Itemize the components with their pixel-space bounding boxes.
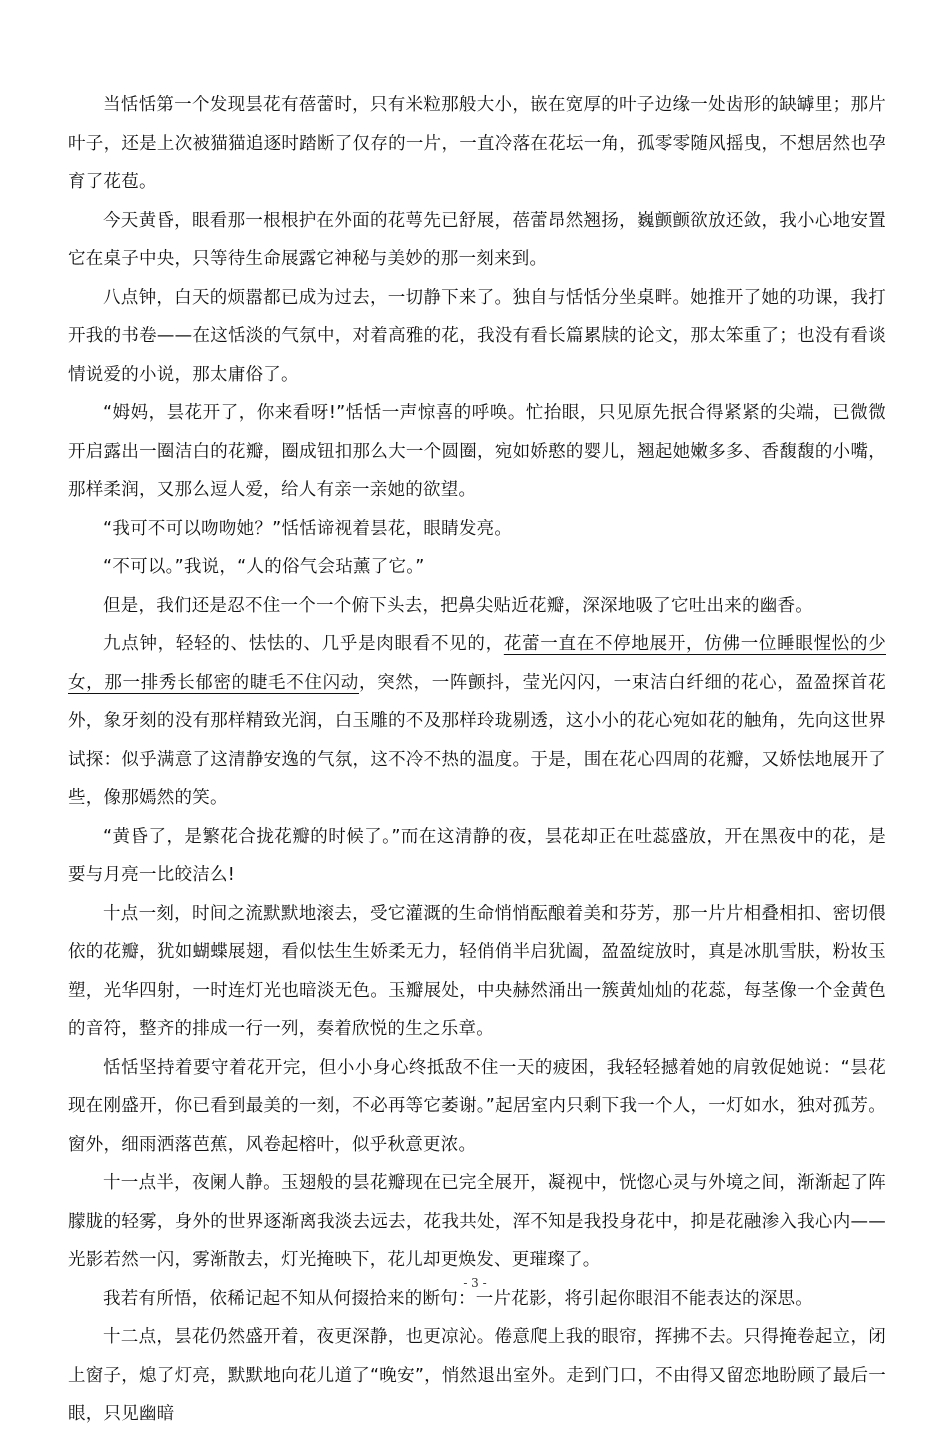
paragraph-13: 我若有所悟，依稀记起不知从何掇拾来的断句：一片花影，将引起你眼泪不能表达的深思。 — [103, 1288, 813, 1309]
paragraph-14: 十二点，昙花仍然盛开着，夜更深静，也更凉沁。倦意爬上我的眼帘，挥拂不去。只得掩卷起立，闭上窗子，熄了灯亮，默默地向花儿道了“晚安”，悄然退出室外。走到门口，不由得又留恋地盼顾了最后一眼，只见幽暗 — [68, 1327, 886, 1424]
paragraph-10: 十点一刻，时间之流默默地滚去，受它灌溉的生命悄悄酝酿着美和芬芳，那一片片相叠相扣、密切偎依的花瓣，犹如蝴蝶展翅，看似怯生生娇柔无力，轻俏俏半启犹阖，盈盈绽放时，真是冰肌雪肤，粉妆玉塑，光华四射，一时连灯光也暗淡无色。玉瓣展处，中央赫然涌出一簇黄灿灿的花蕊，每茎像一个金黄色的音符，整齐的排成一行一列，奏着欣悦的生之乐章。 — [68, 903, 886, 1039]
paragraph-11: 恬恬坚持着要守着花开完，但小小身心终抵敌不住一天的疲困，我轻轻撼着她的肩敦促她说：“昙花现在刚盛开，你已看到最美的一刻，不必再等它萎谢。”起居室内只剩下我一个人，一灯如水，独对孤芳。窗外，细雨洒落芭蕉，风卷起榕叶，似乎秋意更浓。 — [68, 1057, 886, 1155]
paragraph-2: 今天黄昏，眼看那一根根护在外面的花萼先已舒展，蓓蕾昂然翘扬，巍颤颤欲放还敛，我小心地安置它在桌子中央，只等待生命展露它神秘与美妙的那一刻来到。 — [68, 210, 886, 269]
page-number: - 3 - — [463, 1276, 487, 1290]
paragraph-1: 当恬恬第一个发现昙花有蓓蕾时，只有米粒那般大小，嵌在宽厚的叶子边缘一处齿形的缺罅里；那片叶子，还是上次被猫猫追逐时踏断了仅存的一片，一直冷落在花坛一角，孤零零随风摇曳，不想居然也孕育了花苞。 — [68, 95, 886, 192]
paragraph-3: 八点钟，白天的烦嚣都已成为过去，一切静下来了。独自与恬恬分坐桌畔。她推开了她的功课，我打开我的书卷——在这恬淡的气氛中，对着高雅的花，我没有看长篇累牍的论文，那太笨重了；也没有看谈情说爱的小说，那太庸俗了。 — [68, 287, 886, 385]
paragraph-8-rest: ，突然，一阵颤抖，莹光闪闪，一束洁白纤细的花心，盈盈探首花外，象牙刻的没有那样精致光润，白玉雕的不及那样玲珑剔透，这小小的花心宛如花的触角，先向这世界试探：似乎满意了这清静安逸的气氛，这不冷不热的温度。于是，围在花心四周的花瓣，又娇怯地展开了些，像那嫣然的笑。 — [68, 672, 886, 808]
paragraph-9: “黄昏了，是繁花合拢花瓣的时候了。”而在这清静的夜，昙花却正在吐蕊盛放，开在黑夜中的花，是要与月亮一比皎洁么! — [68, 826, 886, 885]
underlined-sentence: 花蕾一直在不停地展开，仿佛一位睡眼惺忪的少女，那一排秀长郁密的睫毛不住闪动 — [68, 634, 886, 693]
paragraph-4: “姆妈，昙花开了，你来看呀!”恬恬一声惊喜的呼唤。忙抬眼，只见原先抿合得紧紧的尖端，已微微开启露出一圈洁白的花瓣，圈成钮扣那么大一个圆圈，宛如娇憨的婴儿，翘起她嫩多多、香馥馥的小嘴，那样柔润，又那么逗人爱，给人有亲一亲她的欲望。 — [68, 403, 886, 500]
paragraph-8 — [68, 625, 886, 818]
paragraph-8-lead: 九点钟，轻轻的、怯怯的、几乎是肉眼看不见的， — [103, 634, 504, 654]
paragraph-12: 十一点半，夜阑人静。玉翅般的昙花瓣现在已完全展开，凝视中，恍惚心灵与外境之间，渐渐起了阵朦胧的轻雾，身外的世界逐渐离我淡去远去，花我共处，浑不知是我投身花中，抑是花融渗入我心内——光影若然一闪，雾渐散去，灯光掩映下，花儿却更焕发、更璀璨了。 — [68, 1173, 886, 1270]
paragraph-6: “不可以。”我说，“人的俗气会玷薰了它。” — [103, 557, 425, 577]
paragraph-7: 但是，我们还是忍不住一个一个俯下头去，把鼻尖贴近花瓣，深深地吸了它吐出来的幽香。 — [103, 595, 813, 616]
article-body — [68, 86, 886, 1434]
paragraph-5: “我可不可以吻吻她？”恬恬谛视着昙花，眼睛发亮。 — [103, 518, 513, 539]
